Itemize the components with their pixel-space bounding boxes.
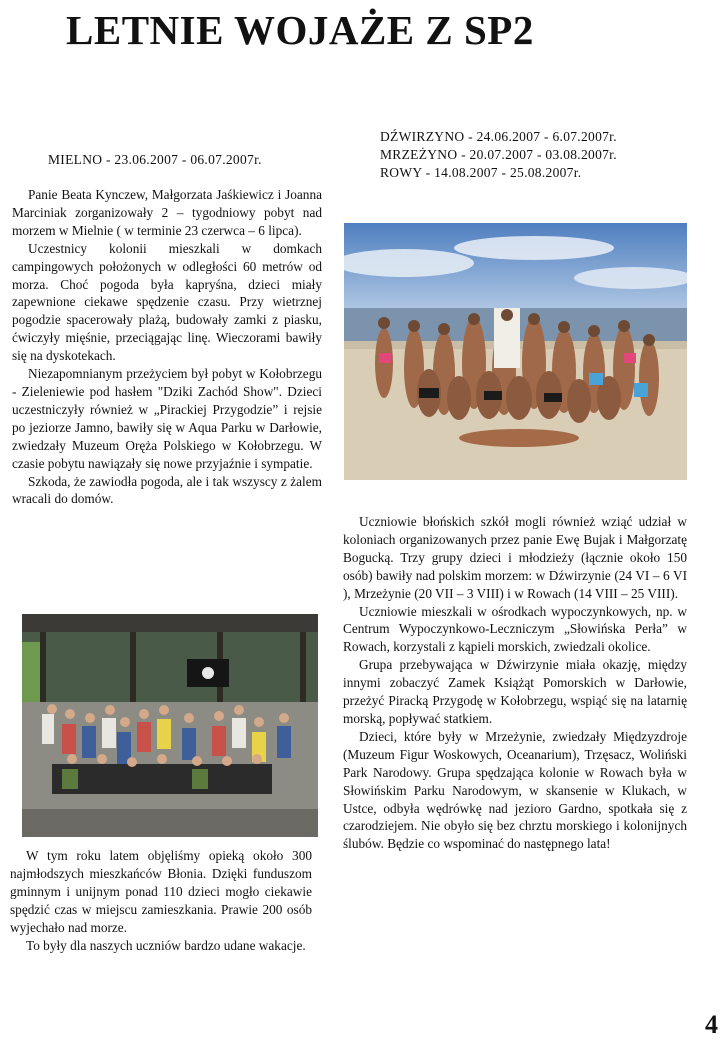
mielno-article xyxy=(12,186,322,508)
paragraph: Dzieci, które były w Mrzeżynie, zwiedzały Międzyzdroje (Muzeum Figur Woskowych, Oceanarium), Trzęsacz, Woliński Park Narodowy. Grupa spędzająca kolonie w Rowach była w Słowińskim Parku Narodowym, w skansenie w Klukach, w Ustce, odbyła wędrówkę nad jezioro Gardno, spotkała się z czarodziejem. Nie obyło się bez chrztu morskiego i kolonijnych ślubów. Będzie co wspominać do następnego lata! xyxy=(343,728,687,852)
paragraph: To były dla naszych uczniów bardzo udane wakacje. xyxy=(26,937,306,953)
mielno-heading: MIELNO - 23.06.2007 - 06.07.2007r. xyxy=(48,152,262,167)
paragraph: Panie Beata Kynczew, Małgorzata Jaśkiewicz i Joanna Marciniak zorganizowały 2 – tygodniowy pobyt nad morzem w Mielnie ( w terminie 23 czerwca – 6 lipca). xyxy=(12,187,322,238)
coastal-camps-article xyxy=(343,513,687,853)
page-title: LETNIE WOJAŻE Z SP2 xyxy=(66,7,534,53)
camp-dates-heading xyxy=(380,128,617,182)
paragraph: Uczniowie mieszkali w ośrodkach wypoczynkowych, np. w Centrum Wypoczynkowo-Leczniczym „Słowińska Perła” w Rowach, korzystali z kąpieli morskich, zwiedzali okolice. xyxy=(343,603,687,655)
mrzezyno-dates: MRZEŻYNO - 20.07.2007 - 03.08.2007r. xyxy=(380,147,617,162)
paragraph: Grupa przebywająca w Dźwirzynie miała okazję, między innymi zobaczyć Zamek Książąt Pomorskich w Darłowie, przeżyć Piracką Przygodę w Kołobrzegu, wspiąć się na latarnię morską, popływać statkiem. xyxy=(343,657,687,726)
dzwirzyno-dates: DŹWIRZYNO - 24.06.2007 - 6.07.2007r. xyxy=(380,129,617,144)
rowy-dates: ROWY - 14.08.2007 - 25.08.2007r. xyxy=(380,165,582,180)
page-number: 4 xyxy=(705,1010,718,1039)
camp-group-photo xyxy=(22,614,318,837)
beach-group-photo xyxy=(344,223,687,480)
paragraph: Uczestnicy kolonii mieszkali w domkach campingowych położonych w odległości 60 metrów od morza. Choć pogoda była kapryśna, dzieci miały zapewnione ciekawe spędzenie czasu. Przy wietrznej pogodzie spacerowały plażą, budowały zamki z piasku, ćwiczyły mięśnie, przeciągając linę. Wieczorami bawiły się na dyskotekach. xyxy=(12,240,322,364)
summer-summary-article xyxy=(10,847,312,954)
paragraph: Niezapomnianym przeżyciem był pobyt w Kołobrzegu - Zieleniewie pod hasłem "Dziki Zachód Show". Dzieci uczestniczyły również w „Pirackiej Przygodzie” i rejsie po jeziorze Jamno, bawiły się w Aqua Parku w Darłowie, zwiedzały Muzeum Oręża Polskiego w Kołobrzegu. W czasie pobytu nawiązały się nowe przyjaźnie i sympatie. xyxy=(12,366,322,471)
paragraph: W tym roku latem objęliśmy opieką około 300 najmłodszych mieszkańców Błonia. Dzięki funduszom gminnym i unijnym ponad 110 dzieci mogło ciekawie spędzić czas w miejscu zamieszkania. Prawie 200 osób wyjechało nad morze. xyxy=(10,848,312,935)
paragraph: Uczniowie błońskich szkół mogli również wziąć udział w koloniach organizowanych przez panie Ewę Bujak i Małgorzatę Bogucką. Trzy grupy dzieci i młodzieży (łącznie około 150 osób) bawiły nad polskim morzem: w Dźwirzynie (24 VI – 6 VI ), Mrzeżynie (20 VII – 3 VIII) i w Rowach (14 VIII – 25 VIII). xyxy=(343,514,687,601)
paragraph: Szkoda, że zawiodła pogoda, ale i tak wszyscy z żalem wracali do domów. xyxy=(12,473,322,507)
